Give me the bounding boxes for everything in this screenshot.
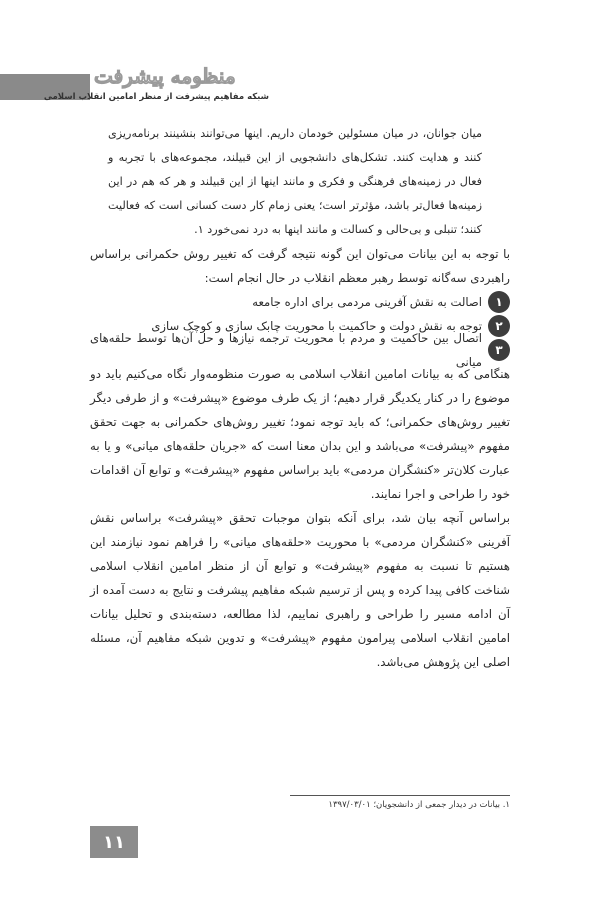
page-number: ۱۱ bbox=[90, 826, 138, 858]
body-paragraph: هنگامی که به بیانات امامین انقلاب اسلامی به صورت منظومه‌وار نگاه می‌کنیم باید دو موضوع را در کنار یکدیگر قرار دهیم؛ از یک طرف موضوع «پیشرفت» و از طرفی دیگر تغییر روش‌های حکمرانی؛ که باید توجه نمود؛ تغییر روش‌های حکمرانی به جهت تحقق مفهوم «پیشرفت» می‌باشد و این بدان معنا است که «جریان حلقه‌های میانی» و یا به عبارت کلان‌تر «کنشگران مردمی» باید براساس مفهوم «پیشرفت» و توابع آن اقدامات خود را طراحی و اجرا نمایند. bbox=[90, 367, 510, 501]
book-subtitle: شبکه مفاهیم پیشرفت از منظر امامین انقلاب اسلامی bbox=[43, 92, 269, 102]
page-content bbox=[90, 122, 510, 674]
list-item-text: اصالت به نقش آفرینی مردمی برای اداره جامعه bbox=[252, 295, 482, 309]
number-badge: ۳ bbox=[488, 339, 510, 361]
footnote-divider bbox=[290, 795, 510, 796]
number-badge: ۲ bbox=[488, 315, 510, 337]
list-item bbox=[90, 331, 510, 369]
quote-text: میان جوانان، در میان مسئولین خودمان داریم. اینها می‌توانند بنشینند برنامه‌ریزی کنند و هدایت کنند. تشکل‌های دانشجویی از این قبیلند، مجموعه‌های با تجربه و فعال در زمینه‌های فرهنگی و فکری و مانند اینها از این قبیلند و هر که هم در این زمینه‌ها فعال‌تر باشد، مؤثرتر است؛ یعنی زمام کار دست کسانی است که فعالیت کنند؛ تنبلی و بی‌حالی و کسالت و مانند اینها به درد نمی‌خورد ۱. bbox=[108, 127, 482, 236]
body-paragraph: براساس آنچه بیان شد، برای آنکه بتوان موجبات تحقق «پیشرفت» براساس نقش آفرینی «کنشگران مردمی» با محوریت «حلقه‌های میانی» را فراهم نمود نیازمند این هستیم تا نسبت به مفهوم «پیشرفت» و توابع آن از منظر امامین انقلاب اسلامی شناخت کافی پیدا کرده و پس از ترسیم شبکه مفاهیم پیشرفت و نتایج به دست آمده از آن ادامه مسیر را طراحی و راهبری نماییم، لذا مطالعه، دسته‌بندی و تحلیل بیانات امامین انقلاب اسلامی پیرامون مفهوم «پیشرفت» و تدوین شبکه مفاهیم آن، مسئله اصلی این پژوهش می‌باشد. bbox=[90, 511, 510, 669]
book-logo: منظومه پیشرفت bbox=[94, 64, 236, 88]
footnote: ۱. بیانات در دیدار جمعی از دانشجویان؛ ۱۳۹۷/۰۳/۰۱ bbox=[328, 800, 510, 810]
number-badge: ۱ bbox=[488, 291, 510, 313]
list-item bbox=[90, 290, 510, 314]
list-item-text: توجه به نقش دولت و حاکمیت با محوریت چابک سازی و کوچک سازی bbox=[151, 319, 482, 333]
intro-paragraph: با توجه به این بیانات می‌توان این گونه نتیجه گرفت که تغییر روش حکمرانی براساس راهبردی سه‌گانه توسط رهبر معظم انقلاب در حال انجام است: bbox=[90, 247, 510, 285]
quote-block bbox=[90, 122, 510, 242]
list-item-text: اتصال بین حاکمیت و مردم با محوریت ترجمه نیازها و حل آن‌ها توسط حلقه‌های میانی bbox=[90, 331, 482, 369]
